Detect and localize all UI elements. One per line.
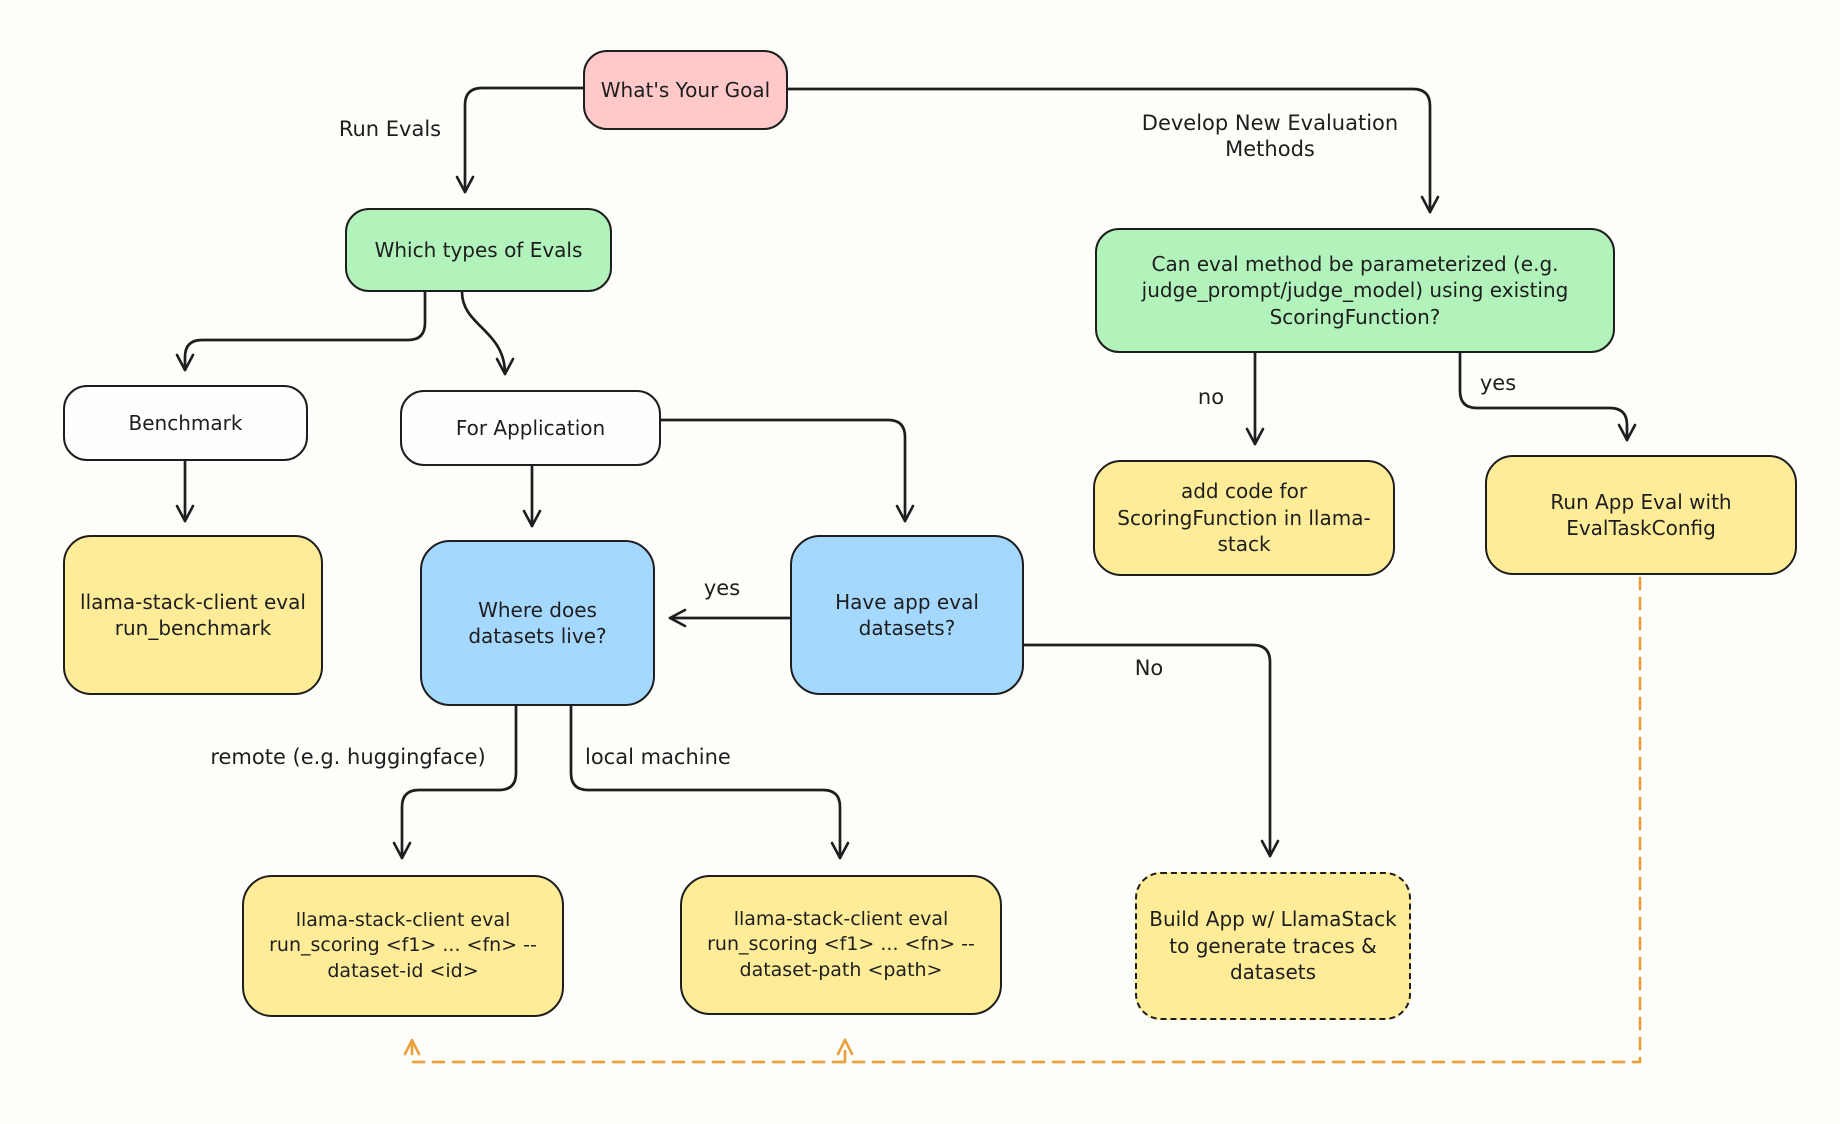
edge-label-local-machine: local machine xyxy=(585,745,731,769)
edge-label-no-param: no xyxy=(1197,385,1225,409)
node-have-app-eval-datasets-label: Have app eval datasets? xyxy=(835,589,979,640)
edge-which-types-to-benchmark xyxy=(185,292,425,370)
node-run-benchmark-command-label: llama-stack-client eval run_benchmark xyxy=(80,589,306,640)
edge-goal-to-which-types xyxy=(465,88,583,192)
node-can-eval-method-be-parameterized xyxy=(1095,228,1615,353)
node-add-code-scoringfunction xyxy=(1093,460,1395,576)
edge-label-yes-have-datasets: yes xyxy=(703,576,741,600)
edge-which-types-to-for-application xyxy=(462,292,505,374)
node-benchmark-label: Benchmark xyxy=(128,410,243,435)
node-build-app-llamastack xyxy=(1135,872,1411,1020)
node-run-benchmark-command xyxy=(63,535,323,695)
edge-label-run-evals: Run Evals xyxy=(338,117,442,141)
node-whats-your-goal xyxy=(583,50,788,130)
node-add-code-scoringfunction-label: add code for ScoringFunction in llama-stack xyxy=(1117,479,1371,557)
node-can-eval-method-be-parameterized-label: Can eval method be parameterized (e.g. judge_prompt/judge_model) using existing ScoringFunction? xyxy=(1141,251,1569,329)
node-which-types-of-evals-label: Which types of Evals xyxy=(374,237,583,262)
node-for-application-label: For Application xyxy=(455,415,606,440)
edge-param-to-run-app-eval-yes xyxy=(1460,353,1627,440)
node-run-scoring-dataset-id-command xyxy=(242,875,564,1017)
edge-where-datasets-to-run-scoring-id-remote xyxy=(402,706,516,858)
edge-where-datasets-to-run-scoring-path-local xyxy=(571,706,840,858)
edge-for-application-to-have-datasets xyxy=(661,420,905,521)
node-build-app-llamastack-label: Build App w/ LlamaStack to generate traces & datasets xyxy=(1149,907,1397,985)
node-which-types-of-evals xyxy=(345,208,612,292)
edge-label-no-have-datasets: No xyxy=(1134,656,1164,680)
node-have-app-eval-datasets xyxy=(790,535,1024,695)
node-where-does-datasets-live xyxy=(420,540,655,706)
node-run-app-eval-evaltaskconfig-label: Run App Eval with EvalTaskConfig xyxy=(1550,489,1732,540)
node-run-scoring-dataset-id-command-label: llama-stack-client eval run_scoring <f1> ... <fn> --dataset-id <id> xyxy=(269,909,537,982)
node-run-app-eval-evaltaskconfig xyxy=(1485,455,1797,575)
edge-label-yes-param: yes xyxy=(1479,371,1517,395)
node-whats-your-goal-label: What's Your Goal xyxy=(600,77,771,102)
node-run-scoring-dataset-path-command-label: llama-stack-client eval run_scoring <f1> ... <fn> --dataset-path <path> xyxy=(707,908,975,981)
edge-label-develop-new-evaluation-methods: Develop New Evaluation Methods xyxy=(1141,111,1399,162)
node-benchmark xyxy=(63,385,308,461)
edge-label-remote-huggingface: remote (e.g. huggingface) xyxy=(210,745,486,769)
node-where-does-datasets-live-label: Where does datasets live? xyxy=(468,597,607,648)
node-run-scoring-dataset-path-command xyxy=(680,875,1002,1015)
node-for-application xyxy=(400,390,661,466)
